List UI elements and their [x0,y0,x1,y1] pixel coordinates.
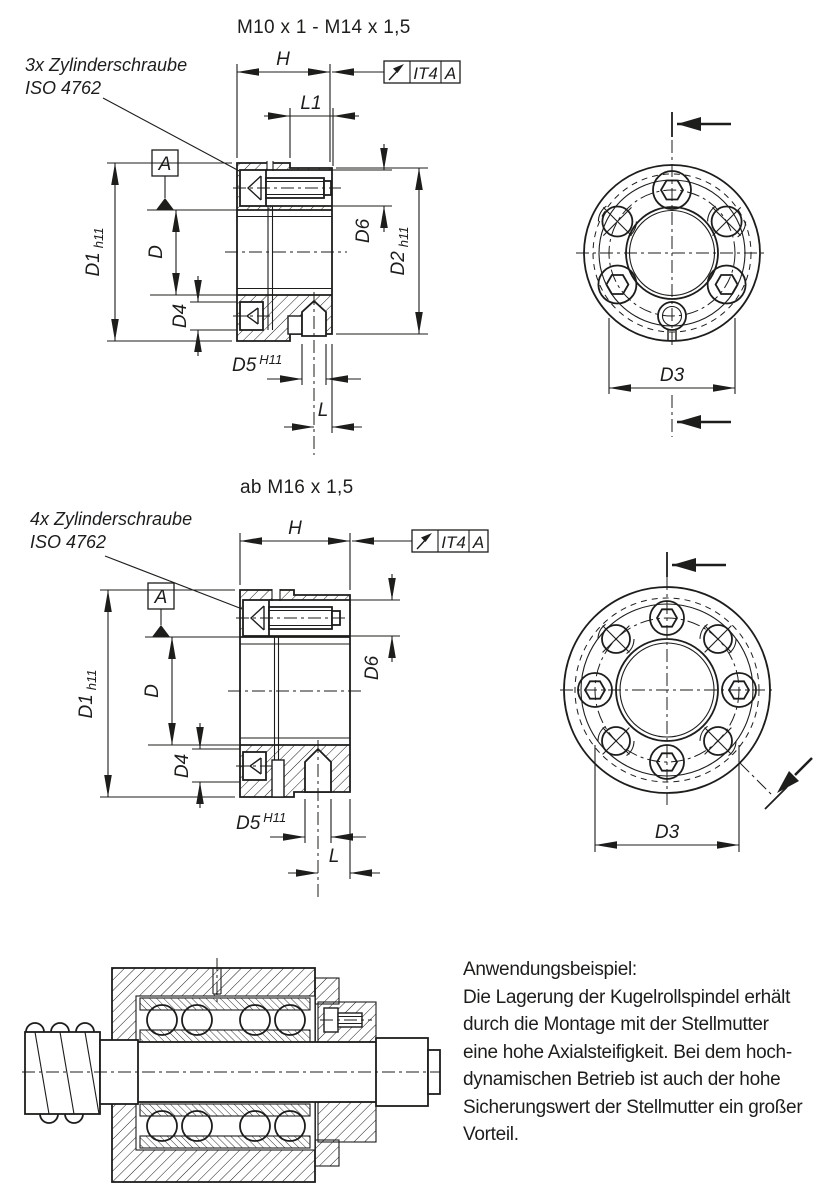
view-direction-arrow [667,552,726,577]
frame-datum: A [444,64,457,83]
frame-tolerance: IT4 [413,64,438,83]
dim-label-l1: L1 [300,93,322,114]
datum-box-label: A [154,587,168,608]
locking-pin-hole [700,723,736,759]
dim-label-d1: $D1_{h11}$ [83,227,106,277]
variant-a-front-view [576,112,768,437]
locking-pin-hole [598,621,634,657]
variant-b-front-view [560,552,812,852]
datum-triangle-icon [156,198,174,210]
frame-datum: A [472,533,485,552]
dim-label-d6: D6 [362,655,383,681]
dim-label-h: H [288,518,302,539]
view-direction-arrow [740,758,812,809]
dim-label-l: L [317,400,329,421]
dim-label-d: D [142,684,163,698]
dim-label-d: D [146,245,167,259]
frame-tolerance: IT4 [441,533,466,552]
ball-screw [25,1023,100,1123]
view-direction-arrow [672,112,731,137]
variant-b [30,477,812,900]
application-line: Sicherungswert der Stellmutter ein großer [463,1096,803,1118]
dim-label-d4: D4 [170,303,191,329]
variant-a-note-line1: 3x Zylinderschraube [25,55,188,75]
dim-label-d5: D5 $^{H11}$ [232,352,283,376]
variant-b-note-line2: ISO 4762 [30,532,107,552]
variant-b-section-view [228,589,364,900]
datum-box-label: A [158,154,172,175]
note-leader-line [105,556,250,612]
application-heading: Anwendungsbeispiel: [463,959,637,980]
application-line: eine hohe Axialsteifigkeit. Bei dem hoch- [463,1041,792,1063]
datum-triangle-icon [152,625,170,637]
variant-a [25,17,768,455]
slot-notch [272,760,284,797]
variant-b-note-line1: 4x Zylinderschraube [30,509,193,529]
dim-label-d6: D6 [353,218,374,244]
application-line: durch die Montage mit der Stellmutter [463,1014,769,1035]
dim-label-d3: D3 [659,365,685,386]
dim-label-d4: D4 [172,753,193,779]
application-line: dynamischen Betrieb ist auch der hohe [463,1069,781,1090]
dim-label-l: L [328,846,340,867]
cap-screw-hole [598,266,636,304]
slot-notch [288,316,302,334]
dim-label-d5: D5 $^{H11}$ [236,810,287,834]
application-line: Vorteil. [463,1124,519,1145]
dim-label-d1: $D1_{h11}$ [76,669,99,719]
feature-control-frame [384,61,460,83]
variant-a-note-line2: ISO 4762 [25,78,102,98]
locking-pin-hole [598,723,634,759]
variant-a-section-view [225,161,347,455]
dim-label-d2: $D2_{h11}$ [388,226,411,276]
locking-pin-hole [700,621,736,657]
variant-a-title: M10 x 1 - M14 x 1,5 [237,17,411,38]
dim-label-h: H [276,49,290,70]
application-drawing [22,958,440,1182]
dim-label-d3: D3 [654,822,680,843]
locking-pin-hole [708,203,746,241]
variant-b-title: ab M16 x 1,5 [240,477,354,498]
locking-pin-hole [598,203,636,241]
feature-control-frame [412,530,488,552]
application-text [463,956,808,1149]
application-line: Die Lagerung der Kugelrollspindel erhält [463,986,791,1008]
view-direction-arrow [677,415,731,429]
